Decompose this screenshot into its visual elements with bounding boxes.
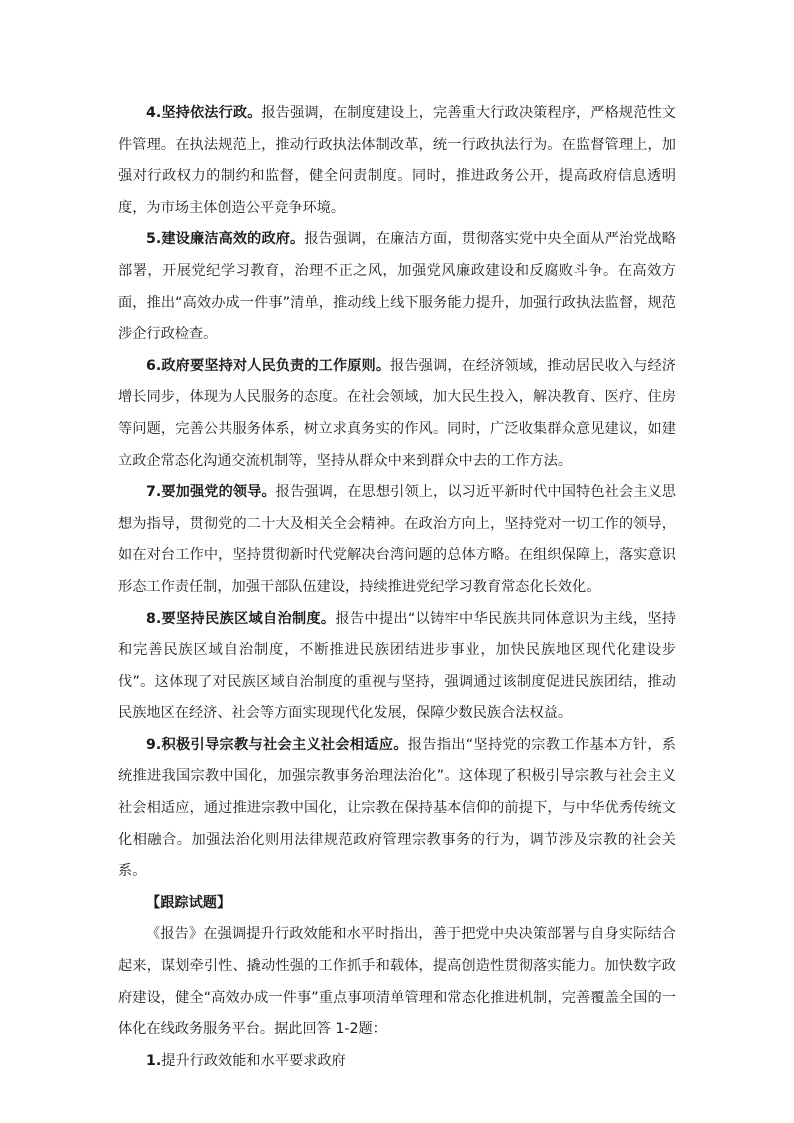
paragraph-body: 报告中提出“以铸牢中华民族共同体意识为主线，坚持和完善民族区域自治制度，不断推进民族团结进步事业，加快民族地区现代化建设步伐”。这体现了对民族区域自治制度的重视与坚持，强调通过该制度促进民族团结，推动民族地区在经济、社会等方面实现现代化发展，保障少数民族合法权益。	[118, 610, 676, 722]
paragraph-body: 报告强调，在制度建设上，完善重大行政决策程序，严格规范性文件管理。在执法规范上，推动行政执法体制改革，统一行政执法行为。在监督管理上，加强对行政权力的制约和监督，健全问责制度。同时，推进政务公开，提高政府信息透明度，为市场主体创造公平竞争环境。	[118, 105, 676, 216]
paragraph-lead: 8.要坚持民族区域自治制度。	[146, 610, 336, 627]
paragraph-6	[118, 351, 676, 477]
question-text: 提升行政效能和水平要求政府	[161, 1052, 346, 1069]
paragraph-5	[118, 224, 676, 350]
paragraph-4	[118, 98, 676, 224]
paragraph-9	[118, 730, 676, 888]
paragraph-lead: 4.坚持依法行政。	[146, 105, 262, 121]
paragraph-lead: 6.政府要坚持对人民负责的工作原则。	[146, 357, 391, 374]
paragraph-body: 报告指出“坚持党的宗教工作基本方针，系统推进我国宗教中国化，加强宗教事务治理法治化”。这体现了积极引导宗教与社会主义社会相适应，通过推进宗教中国化，让宗教在保持基本信仰的前提下，与中华优秀传统文化相融合。加强法治化则用法律规范政府管理宗教事务的行为，调节涉及宗教的社会关系。	[118, 736, 676, 880]
question-1	[118, 1046, 676, 1078]
paragraph-lead: 5.建设廉洁高效的政府。	[146, 231, 305, 248]
paragraph-lead: 7.要加强党的领导。	[146, 484, 276, 501]
paragraph-7	[118, 477, 676, 603]
question-number: 1.	[146, 1052, 162, 1069]
intro-paragraph: 《报告》在强调提升行政效能和水平时指出，善于把党中央决策部署与自身实际结合起来，谋划牵引性、撬动性强的工作抓手和载体，提高创造性贯彻落实能力。加快数字政府建设，健全“高效办成一件事”重点事项清单管理和常态化推进机制，完善覆盖全国的一体化在线政务服务平台。据此回答 1-2题：	[118, 926, 676, 1038]
section-heading: 【跟踪试题】	[146, 894, 232, 911]
paragraph-body: 报告强调，在思想引领上，以习近平新时代中国特色社会主义思想为指导，贯彻党的二十大及相关全会精神。在政治方向上，坚持党对一切工作的领导，如在对台工作中，坚持贯彻新时代党解决台湾问题的总体方略。在组织保障上，落实意识形态工作责任制，加强干部队伍建设，持续推进党纪学习教育常态化长效化。	[118, 484, 676, 595]
paragraph-body: 报告强调，在廉洁方面，贯彻落实党中央全面从严治党战略部署，开展党纪学习教育，治理不正之风，加强党风廉政建设和反腐败斗争。在高效方面，推出“高效办成一件事”清单，推动线上线下服务能力提升，加强行政执法监督，规范涉企行政检查。	[118, 231, 676, 343]
paragraph-8	[118, 604, 676, 730]
document-page	[118, 98, 676, 1077]
paragraph-lead: 9.积极引导宗教与社会主义社会相适应。	[146, 736, 408, 753]
paragraph-body: 报告强调，在经济领域，推动居民收入与经济增长同步，体现为人民服务的态度。在社会领域，加大民生投入，解决教育、医疗、住房等问题，完善公共服务体系，树立求真务实的作风。同时，广泛收集群众意见建议，如建立政企常态化沟通交流机制等，坚持从群众中来到群众中去的工作方法。	[118, 357, 676, 469]
